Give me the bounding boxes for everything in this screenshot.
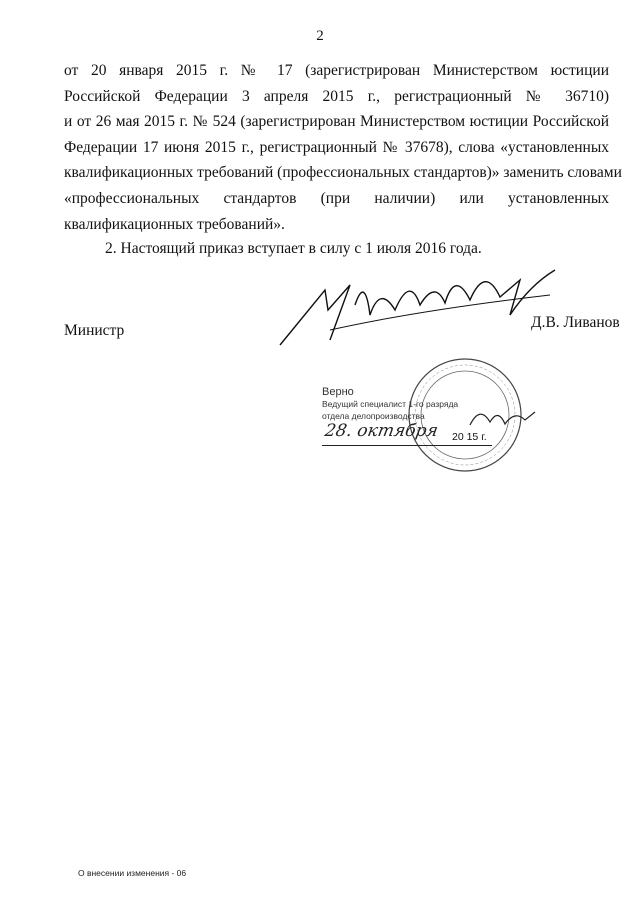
paragraph-line: от 20 января 2015 г. № 17 (зарегистрирован Министерством юстиции bbox=[64, 62, 609, 79]
footer-note: О внесении изменения - 06 bbox=[78, 868, 187, 878]
paragraph-line: Федерации 17 июня 2015 г., регистрационный № 37678), слова «установленных bbox=[64, 138, 609, 156]
minister-signature bbox=[270, 255, 570, 355]
certification-date: 28. октября bbox=[323, 421, 440, 441]
paragraph-effective-date: 2. Настоящий приказ вступает в силу с 1 июля 2016 года. bbox=[105, 240, 482, 257]
paragraph-line: и от 26 мая 2015 г. № 524 (зарегистрирован Министерством юстиции Российской bbox=[64, 113, 609, 131]
minister-name: Д.В. Ливанов bbox=[531, 314, 620, 331]
certification-position: Ведущий специалист 1-го разряда bbox=[322, 399, 459, 409]
paragraph-line: квалификационных требований (профессиональных стандартов)» заменить словами bbox=[64, 164, 622, 182]
paragraph-line: квалификационных требований». bbox=[64, 215, 285, 233]
minister-title: Министр bbox=[64, 322, 125, 339]
certification-title: Верно bbox=[322, 386, 354, 398]
paragraph-line: «профессиональных стандартов (при наличии) или установленных bbox=[64, 189, 609, 207]
paragraph-amendment bbox=[64, 58, 622, 237]
certification-year: 20 15 г. bbox=[452, 431, 487, 443]
certification-department: отдела делопроизводства bbox=[322, 411, 425, 421]
paragraph-line: Российской Федерации 3 апреля 2015 г., регистрационный № 36710) bbox=[64, 87, 609, 105]
page-number: 2 bbox=[316, 28, 324, 44]
